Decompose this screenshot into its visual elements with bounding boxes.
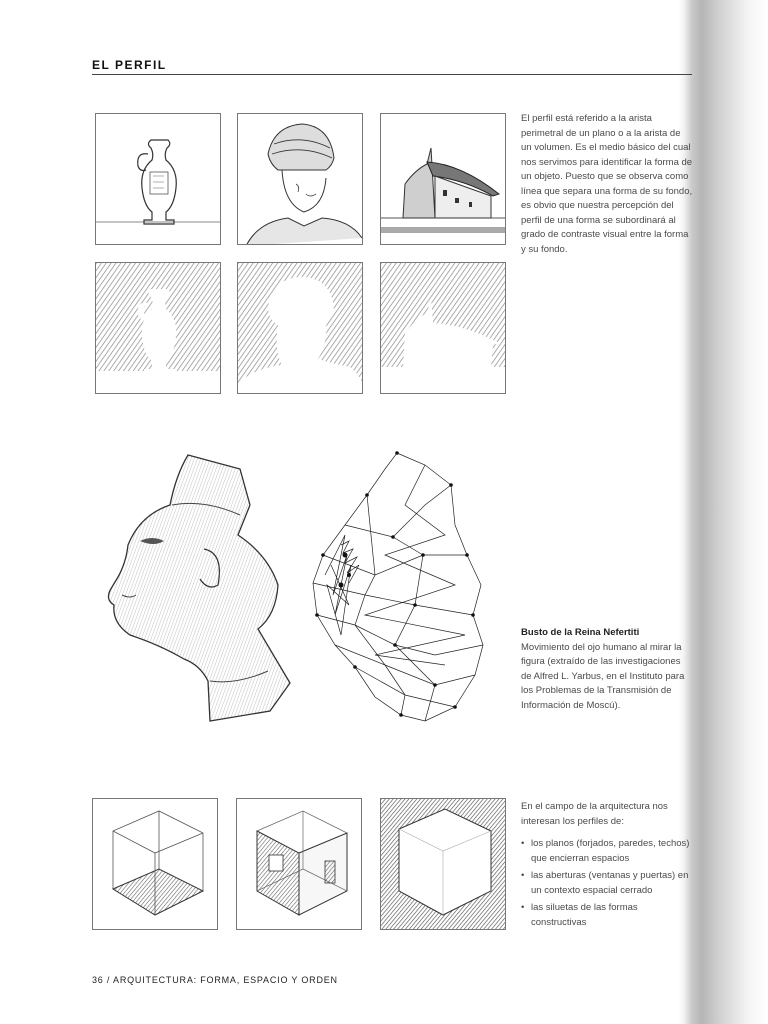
cube-walls-icon (237, 799, 362, 930)
cube-floor-icon (93, 799, 218, 930)
head-silhouette-icon (238, 263, 363, 394)
chapel-silhouette-icon (381, 263, 506, 394)
caption-title: Busto de la Reina Nefertiti (521, 627, 640, 638)
vase-sketch-icon (96, 114, 221, 245)
list-item: • las siluetas de las formas constructivas (521, 901, 693, 930)
vase-silhouette-icon (96, 263, 221, 394)
vase-sketch-panel (95, 113, 221, 245)
page-title: EL PERFIL (92, 58, 167, 72)
intro-paragraph (521, 112, 693, 257)
nefertiti-bust-icon (100, 445, 300, 725)
cube-floor-panel (92, 798, 218, 930)
page-footer: 36 / ARQUITECTURA: FORMA, ESPACIO Y ORDEN (92, 975, 338, 985)
warrior-sketch-icon (238, 114, 363, 245)
cube-silhouette-panel (380, 798, 506, 930)
cube-walls-panel (236, 798, 362, 930)
chapel-sketch-icon (381, 114, 506, 245)
header-rule (92, 74, 692, 75)
list-item: • las aberturas (ventanas y puertas) en un contexto espacial cerrado (521, 869, 693, 898)
list-item: • los planos (forjados, paredes, techos) que encierran espacios (521, 837, 693, 866)
vase-silhouette-panel (95, 262, 221, 394)
head-silhouette-panel (237, 262, 363, 394)
chapel-sketch-panel (380, 113, 506, 245)
bust-caption (521, 626, 693, 713)
architecture-text (521, 800, 693, 933)
architecture-intro: En el campo de la arquitectura nos interesan los perfiles de: (521, 801, 668, 827)
caption-text: Movimiento del ojo humano al mirar la figura (extraído de las investigaciones de Alfred L. Yarbus, en el Instituto para los Problemas de la Transmisión de Información de Moscú). (521, 641, 685, 711)
cube-silhouette-icon (381, 799, 506, 930)
warrior-sketch-panel (237, 113, 363, 245)
eye-movement-trace-icon (305, 445, 490, 730)
profile-list (521, 837, 693, 930)
intro-text: El perfil está referido a la arista perimetral de un plano o a la arista de un volumen. Es el medio básico del cual nos servimos para identificar la forma de un objeto. Puesto que se observa como línea que separa una forma de su fondo, es obvio que nuestra percepción del perfil de una forma se subordinará al grado de contraste visual entre la forma y su fondo. (521, 113, 693, 255)
chapel-silhouette-panel (380, 262, 506, 394)
